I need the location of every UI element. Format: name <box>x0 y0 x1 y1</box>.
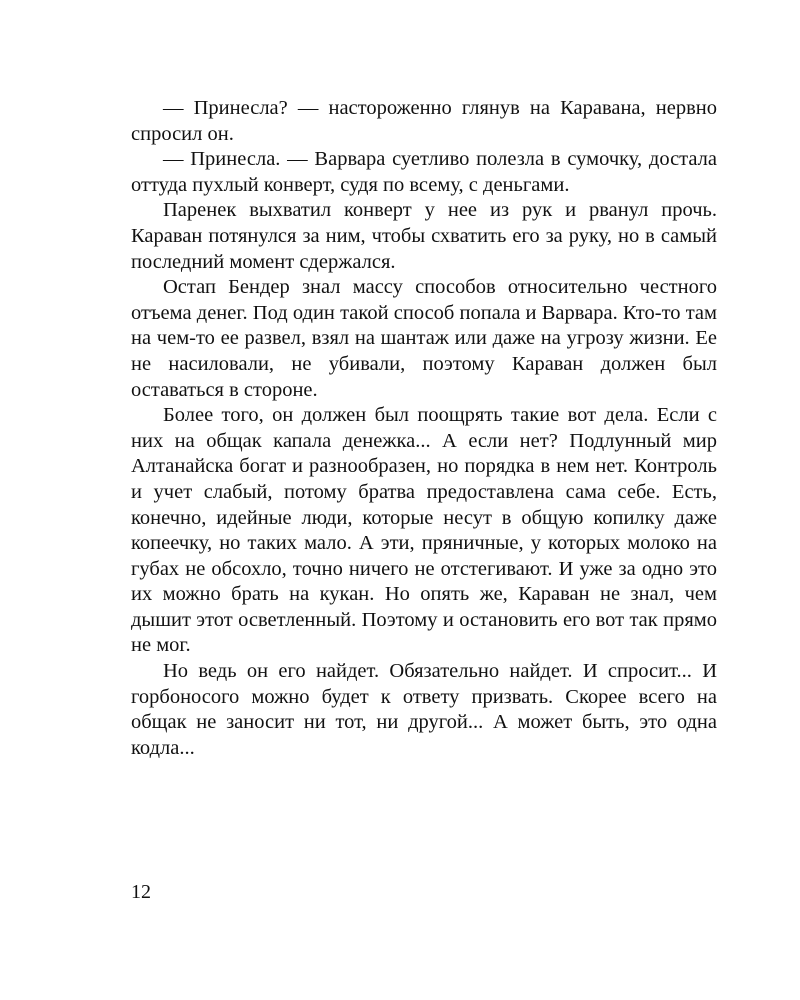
paragraph-1: — Принесла? — настороженно глянув на Каравана, нервно спросил он. <box>131 97 717 145</box>
body-text <box>131 96 717 761</box>
paragraph-3: Паренек выхватил конверт у нее из рук и рванул прочь. Караван потянулся за ним, чтобы схватить его за руку, но в самый последний момент сдержался. <box>131 199 717 273</box>
paragraph-5: Более того, он должен был поощрять такие вот дела. Если с них на общак капала денежка... А если нет? Подлунный мир Алтанайска богат и разнообразен, но порядка в нем нет. Контроль и учет слабый, потому братва предоставлена сама себе. Есть, конечно, идейные люди, которые несут в общую копилку даже копеечку, но таких мало. А эти, пряничные, у которых молоко на губах не обсохло, точно ничего не отстегивают. И уже за одно это их можно брать на кукан. Но опять же, Караван не знал, чем дышит этот осветленный. Поэтому и остановить его вот так прямо не мог. <box>131 404 717 657</box>
paragraph-6: Но ведь он его найдет. Обязательно найдет. И спросит... И горбоносого можно будет к ответу призвать. Скорее всего на общак не заносит ни тот, ни другой... А может быть, это одна кодла... <box>131 660 717 759</box>
paragraph-2: — Принесла. — Варвара суетливо полезла в сумочку, достала оттуда пухлый конверт, судя по всему, с деньгами. <box>131 148 717 196</box>
paragraph-4: Остап Бендер знал массу способов относительно честного отъема денег. Под один такой способ попала и Варвара. Кто-то там на чем-то ее развел, взял на шантаж или даже на угрозу жизни. Ее не насиловали, не убивали, поэтому Караван должен был оставаться в стороне. <box>131 276 717 401</box>
page-number: 12 <box>131 881 151 903</box>
